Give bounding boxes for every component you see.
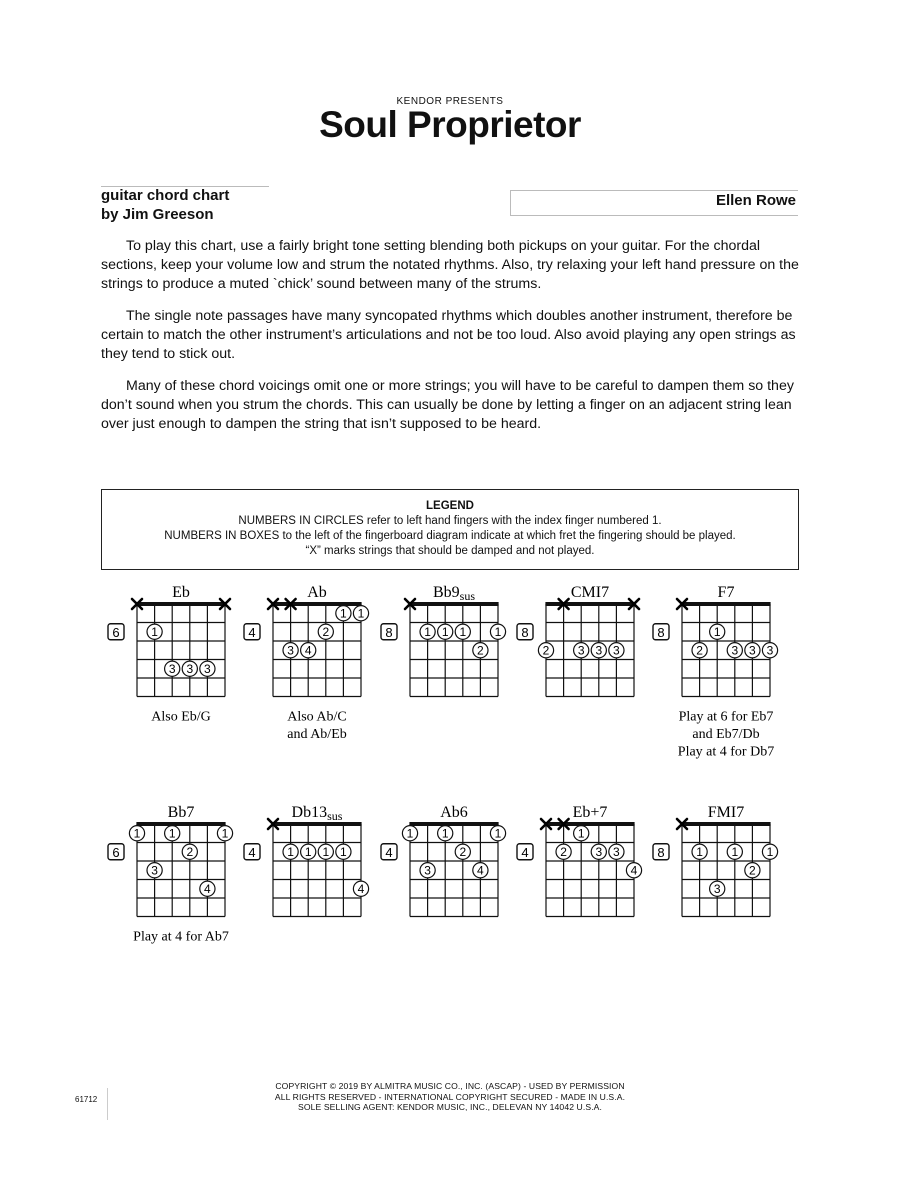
catalog-number: 61712	[75, 1095, 98, 1104]
fret-number: 8	[521, 624, 529, 640]
finger-number: 1	[441, 826, 449, 841]
finger-number: 1	[731, 845, 739, 860]
finger-number: 1	[168, 826, 176, 841]
paragraph-single-notes: The single note passages have many syncopated rhythms which doubles another instrument, therefore be certain to match the other instrument’s articulations and not be too loud. Also avoid playing any open strings as they tend to stick out.	[101, 308, 796, 362]
finger-number: 3	[749, 643, 756, 658]
fret-number: 6	[112, 844, 120, 860]
chord-name: Bb7	[167, 804, 195, 821]
finger-number: 2	[459, 845, 467, 860]
finger-number: 3	[595, 845, 603, 860]
finger-number: 1	[577, 826, 585, 841]
finger-number: 2	[560, 845, 567, 860]
fret-number: 4	[521, 844, 529, 860]
fret-number: 8	[385, 624, 393, 640]
chord-diagram	[108, 804, 233, 945]
chord-diagram	[653, 804, 778, 917]
copyright-line: COPYRIGHT © 2019 BY ALMITRA MUSIC CO., INC. (ASCAP) - USED BY PERMISSION	[275, 1081, 625, 1091]
finger-number: 3	[713, 882, 721, 897]
subtitle-arranger: by Jim Greeson	[101, 206, 214, 223]
chord-diagram	[381, 584, 506, 697]
finger-number: 2	[186, 845, 194, 860]
chord-diagram	[108, 584, 230, 725]
finger-number: 3	[287, 643, 294, 658]
paragraph-tone: To play this chart, use a fairly bright tone setting blending both pickups on your guitar. For the chordal sections, keep your volume low and strum the notated rhythms. Also, try relaxing your left hand pressure on the strings to produce a muted `chick’ sound between many of the strums.	[101, 238, 799, 292]
fret-number: 8	[657, 844, 665, 860]
finger-number: 3	[595, 643, 603, 658]
finger-number: 1	[424, 625, 431, 640]
finger-number: 4	[204, 882, 211, 897]
finger-number: 1	[441, 625, 449, 640]
fret-number: 4	[248, 624, 256, 640]
finger-number: 1	[340, 845, 347, 860]
chord-caption: Play at 6 for Eb7	[678, 709, 774, 725]
finger-number: 3	[204, 662, 211, 677]
finger-number: 1	[133, 826, 141, 841]
song-title: Soul Proprietor	[319, 104, 581, 145]
legend-boxes: NUMBERS IN BOXES to the left of the fingerboard diagram indicate at which fret the fingering should be played.	[164, 530, 736, 542]
finger-number: 1	[151, 625, 158, 640]
chord-name: F7	[717, 584, 735, 601]
finger-number: 1	[340, 606, 347, 621]
fret-number: 6	[112, 624, 120, 640]
chord-diagram	[244, 584, 369, 742]
finger-number: 1	[494, 826, 502, 841]
fret-number: 4	[385, 844, 393, 860]
finger-number: 3	[613, 845, 620, 860]
finger-number: 2	[696, 643, 703, 658]
chord-name: Bb9sus	[432, 584, 476, 603]
composer-name: Ellen Rowe	[715, 192, 796, 209]
finger-number: 1	[221, 826, 229, 841]
selling-agent-line: SOLE SELLING AGENT: KENDOR MUSIC, INC., DELEVAN NY 14042 U.S.A.	[298, 1102, 602, 1112]
legend-heading: LEGEND	[426, 500, 474, 512]
finger-number: 1	[494, 625, 502, 640]
finger-number: 1	[696, 845, 703, 860]
chord-diagram	[517, 584, 639, 697]
fret-number: 4	[248, 844, 256, 860]
chord-caption: Also Ab/C	[287, 709, 347, 725]
chord-name: CMI7	[570, 584, 610, 601]
finger-number: 1	[766, 845, 774, 860]
chord-caption: Play at 4 for Ab7	[133, 929, 229, 945]
finger-number: 2	[749, 863, 756, 878]
finger-number: 1	[357, 606, 365, 621]
finger-number: 3	[186, 662, 194, 677]
chord-diagram	[381, 804, 506, 917]
finger-number: 3	[613, 643, 620, 658]
publisher-presents: KENDOR PRESENTS	[396, 96, 504, 107]
finger-number: 3	[766, 643, 774, 658]
paragraph-voicings: Many of these chord voicings omit one or more strings; you will have to be careful to dampen them so they don’t sound when you strum the chords. This can usually be done by letting a finger on an adjacent string lean over just enough to dampen the string that isn’t supposed to be heard.	[101, 378, 794, 432]
chord-caption: Play at 4 for Db7	[677, 744, 775, 760]
finger-number: 2	[322, 625, 330, 640]
finger-number: 1	[322, 845, 330, 860]
chord-name: Eb+7	[572, 804, 608, 821]
finger-number: 3	[731, 643, 739, 658]
finger-number: 4	[304, 643, 312, 658]
copyright-footer	[0, 1081, 900, 1113]
finger-number: 1	[287, 845, 294, 860]
finger-number: 1	[713, 625, 721, 640]
chord-name: FMI7	[707, 804, 745, 821]
legend-circles: NUMBERS IN CIRCLES refer to left hand fingers with the index finger numbered 1.	[238, 515, 662, 527]
chord-name: Ab	[307, 584, 327, 601]
finger-number: 1	[459, 625, 467, 640]
subtitle-chart-type: guitar chord chart	[101, 187, 230, 204]
finger-number: 2	[477, 643, 484, 658]
chord-name: Db13sus	[291, 804, 343, 823]
rights-line: ALL RIGHTS RESERVED - INTERNATIONAL COPYRIGHT SECURED - MADE IN U.S.A.	[274, 1091, 626, 1102]
chord-diagram	[653, 584, 778, 760]
finger-number: 3	[168, 662, 176, 677]
chord-caption: and Ab/Eb	[287, 727, 347, 742]
chord-caption: and Eb7/Db	[692, 727, 760, 742]
finger-number: 1	[304, 845, 312, 860]
finger-number: 4	[477, 863, 484, 878]
catalog-rule	[107, 1088, 108, 1120]
chord-name: Ab6	[440, 804, 468, 821]
finger-number: 2	[542, 643, 550, 658]
finger-number: 4	[630, 863, 638, 878]
finger-number: 1	[406, 826, 414, 841]
finger-number: 3	[424, 863, 431, 878]
fret-number: 8	[657, 624, 665, 640]
chord-diagram	[244, 804, 369, 917]
finger-number: 3	[151, 863, 158, 878]
legend-x-marks: “X” marks strings that should be damped and not played.	[305, 545, 595, 557]
chord-diagram	[517, 804, 642, 917]
finger-number: 3	[577, 643, 585, 658]
finger-number: 4	[357, 882, 365, 897]
chord-caption: Also Eb/G	[151, 709, 211, 725]
chord-name: Eb	[172, 584, 190, 601]
